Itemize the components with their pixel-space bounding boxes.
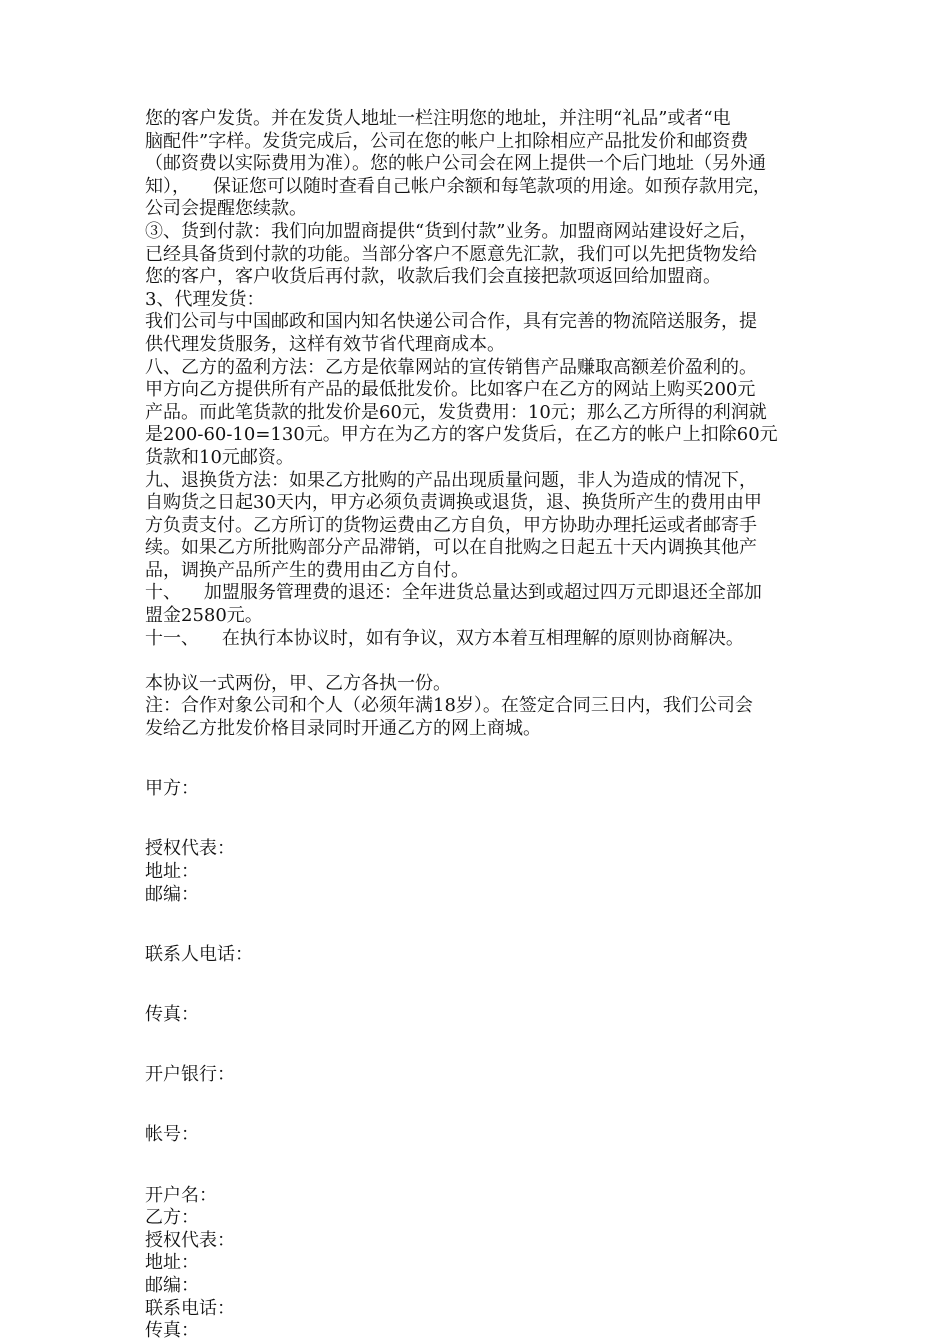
clause-line: 十一、 在执行本协议时，如有争议，双方本着互相理解的原则协商解决。	[145, 627, 744, 649]
text-line: 您的客户，客户收货后再付款，收款后我们会直接把款项返回给加盟商。	[145, 266, 721, 288]
party-a-account-name-label: 开户名：	[145, 1184, 217, 1206]
blank-line	[145, 741, 815, 764]
text-line: 产品。而此笔货款的批发价是60元，发货费用：10元；那么乙方所得的利润就	[145, 401, 767, 423]
text-line: 自购货之日起30天内，甲方必须负责调换或退货，退、换货所产生的费用由甲	[145, 492, 762, 514]
party-a-postcode-label: 邮编：	[145, 883, 199, 905]
clause-line: 九、退换货方法：如果乙方批购的产品出现质量问题，非人为造成的情况下，	[145, 469, 757, 491]
text-line: 脑配件”字样。发货完成后，公司在您的帐户上扣除相应产品批发价和邮资费	[145, 130, 749, 152]
party-a-contact-phone-label: 联系人电话：	[145, 943, 253, 965]
text-line: 已经具备货到付款的功能。当部分客户不愿意先汇款，我们可以先把货物发给	[145, 243, 757, 265]
text-line: 我们公司与中国邮政和国内知名快递公司合作，具有完善的物流陪送服务，提	[145, 311, 757, 333]
text-line: 您的客户发货。并在发货人地址一栏注明您的地址，并注明“礼品”或者“电	[145, 108, 731, 129]
text-line: 续。如果乙方所批购部分产品滞销，可以在自批购之日起五十天内调换其他产	[145, 537, 757, 559]
party-b-contact-phone-label: 联系电话：	[145, 1297, 235, 1319]
party-b-postcode-label: 邮编：	[145, 1274, 199, 1296]
party-b-label: 乙方：	[145, 1207, 199, 1229]
text-line: 是200-60-10=130元。甲方在为乙方的客户发货后，在乙方的帐户上扣除60元	[145, 424, 778, 446]
party-b-fax-label: 传真：	[145, 1320, 199, 1342]
party-b-representative-label: 授权代表：	[145, 1229, 235, 1251]
note-line: 注：合作对象公司和个人（必须年满18岁）。在签定合同三日内，我们公司会	[145, 695, 753, 717]
clause-line: 十、 加盟服务管理费的退还：全年进货总量达到或超过四万元即退还全部加	[145, 582, 762, 604]
text-line: 公司会提醒您续款。	[145, 198, 307, 220]
party-a-account-label: 帐号：	[145, 1124, 199, 1146]
blank-line	[145, 1109, 815, 1124]
blank-line	[145, 906, 815, 929]
blank-line	[145, 650, 815, 673]
text-line: 知）， 保证您可以随时查看自己帐户余额和每笔款项的用途。如预存款用完，	[145, 175, 771, 197]
party-a-fax-label: 传真：	[145, 1003, 199, 1025]
party-a-bank-label: 开户银行：	[145, 1064, 235, 1086]
text-line: 发给乙方批发价格目录同时开通乙方的网上商城。	[145, 718, 541, 740]
text-line: 方负责支付。乙方所订的货物运费由乙方自负，甲方协助办理托运或者邮寄手	[145, 514, 757, 536]
text-line: 盟金2580元。	[145, 605, 263, 627]
party-a-address-label: 地址：	[145, 861, 199, 882]
blank-line	[145, 989, 815, 1004]
party-b-address-label: 地址：	[145, 1252, 199, 1274]
text-line: 货款和10元邮资。	[145, 446, 294, 468]
party-a-label: 甲方：	[145, 778, 199, 800]
text-line: 本协议一式两份，甲、乙方各执一份。	[145, 672, 451, 694]
blank-line	[145, 929, 815, 944]
blank-line	[145, 1049, 815, 1064]
blank-line	[145, 823, 815, 838]
text-line: 甲方向乙方提供所有产品的最低批发价。比如客户在乙方的网站上购买200元	[145, 379, 756, 401]
text-line: ③、货到付款：我们向加盟商提供“货到付款”业务。加盟商网站建设好之后，	[145, 220, 758, 242]
text-line: （邮资费以实际费用为准）。您的帐户公司会在网上提供一个后门地址（另外通	[145, 153, 766, 175]
text-line: 品，调换产品所产生的费用由乙方自付。	[145, 559, 469, 581]
blank-line	[145, 1027, 815, 1050]
section-heading: 3、代理发货：	[145, 288, 265, 310]
blank-line	[145, 801, 815, 824]
clause-line: 八、乙方的盈利方法：乙方是依靠网站的宣传销售产品赚取高额差价盈利的。	[145, 356, 757, 378]
text-line: 供代理发货服务，这样有效节省代理商成本。	[145, 333, 505, 355]
blank-line	[145, 1170, 815, 1185]
blank-line	[145, 1087, 815, 1110]
blank-line	[145, 763, 815, 778]
party-a-representative-label: 授权代表：	[145, 838, 235, 860]
document-page	[145, 108, 815, 1343]
blank-line	[145, 1147, 815, 1170]
blank-line	[145, 966, 815, 989]
